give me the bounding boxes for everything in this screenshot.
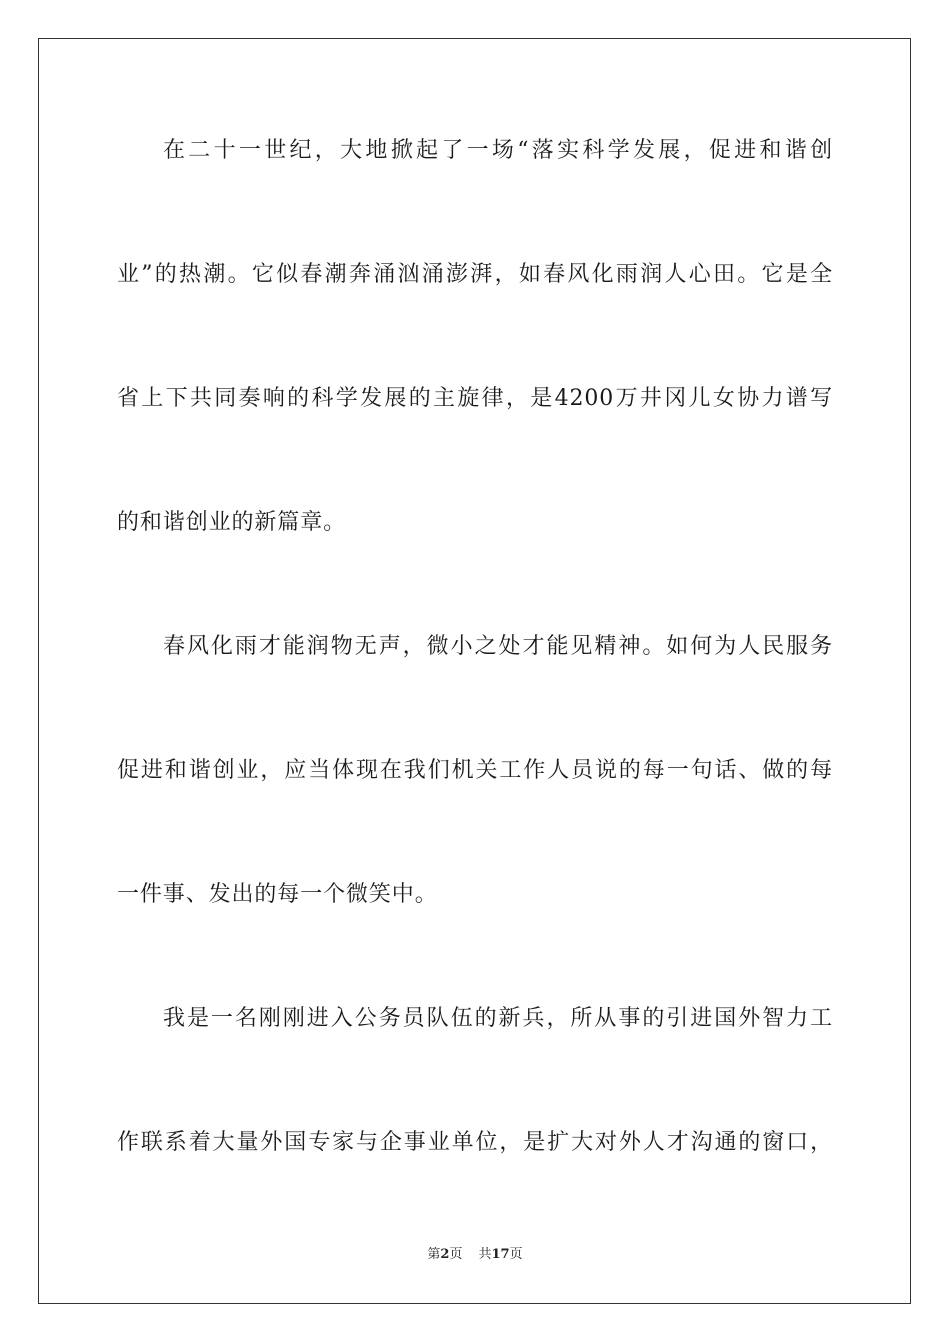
page-suffix: 页 bbox=[449, 1247, 463, 1262]
page-footer bbox=[0, 1246, 950, 1264]
paragraph-1-line-1: 在二十一世纪，大地掀起了一场“落实科学发展，促进和谐创 bbox=[163, 138, 833, 163]
paragraph-3-line-1: 我是一名刚刚进入公务员队伍的新兵，所从事的引进国外智力工 bbox=[163, 1006, 833, 1031]
paragraph-2-line-3: 一件事、发出的每一个微笑中。 bbox=[117, 882, 438, 907]
page-prefix: 第 bbox=[427, 1247, 441, 1262]
total-suffix: 页 bbox=[509, 1247, 523, 1262]
page-frame bbox=[38, 38, 911, 1304]
total-page-number: 17 bbox=[491, 1247, 510, 1262]
paragraph-1-line-4: 的和谐创业的新篇章。 bbox=[117, 510, 347, 535]
paragraph-1-line-2: 业”的热潮。它似春潮奔涌汹涌澎湃，如春风化雨润人心田。它是全 bbox=[117, 262, 833, 287]
total-prefix: 共 bbox=[478, 1247, 492, 1262]
paragraph-2-line-1: 春风化雨才能润物无声，微小之处才能见精神。如何为人民服务 bbox=[163, 634, 833, 659]
current-page-number: 2 bbox=[440, 1247, 450, 1262]
paragraph-1-line-3: 省上下共同奏响的科学发展的主旋律，是4200万井冈儿女协力谱写 bbox=[117, 386, 833, 411]
paragraph-3-line-2: 作联系着大量外国专家与企事业单位，是扩大对外人才沟通的窗口， bbox=[117, 1130, 833, 1155]
paragraph-2-line-2: 促进和谐创业，应当体现在我们机关工作人员说的每一句话、做的每 bbox=[117, 758, 833, 783]
